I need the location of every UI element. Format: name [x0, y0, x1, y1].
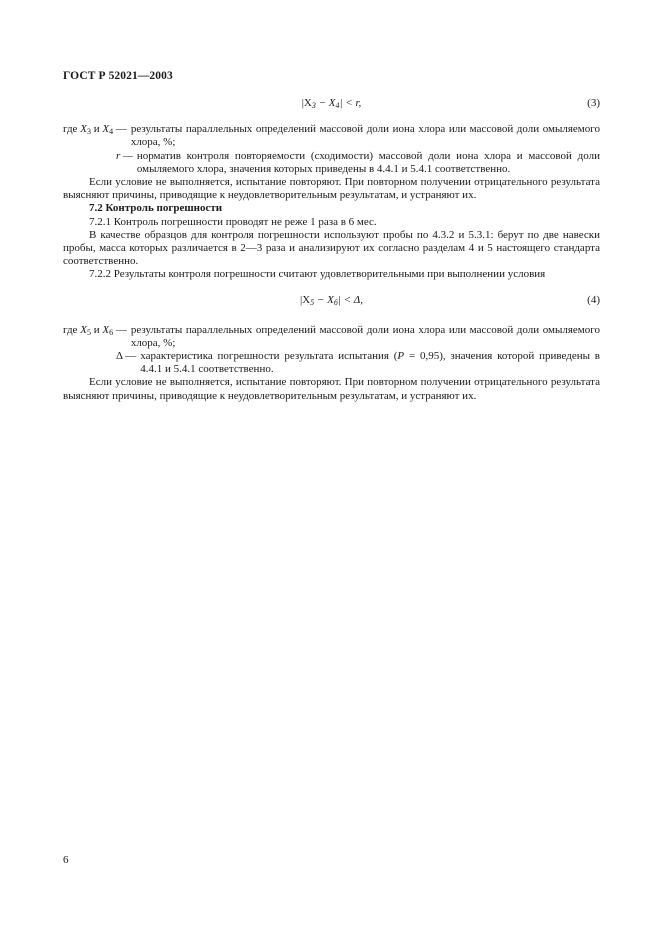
definition-description: результаты параллельных определений массовой доли иона хлора или массовой доли омыляемого хлора, %;: [130, 123, 600, 149]
definition-delta: [63, 350, 600, 376]
formula-3-number: (3): [587, 97, 600, 110]
definition-description: норматив контроля повторяемости (сходимости) массовой доли иона хлора и массовой доли омыляемого хлора, значения которых приведены в 4.4.1 и 5.4.1 соответственно.: [136, 149, 600, 175]
section-heading: 7.2 Контроль погрешности: [89, 202, 223, 215]
definition-term: r —: [116, 149, 133, 162]
paragraph: 7.2.2 Результаты контроля погрешности считают удовлетворительными при выполнении условия: [89, 268, 546, 281]
paragraph: 7.2.1 Контроль погрешности проводят не реже 1 раза в 6 мес.: [89, 215, 377, 228]
definition-description: результаты параллельных определений массовой доли иона хлора или массовой доли омыляемого хлора, %;: [130, 323, 600, 349]
definition-x3-x4: [63, 123, 600, 149]
definition-description: характеристика погрешности результата испытания (P = 0,95), значения которой приведены в 4.4.1 и 5.4.1 соответственно.: [140, 350, 600, 376]
standard-header: ГОСТ Р 52021—2003: [63, 70, 173, 82]
definition-r: [63, 150, 600, 176]
definition-term: где $X_5$ и $X_6$ —: [63, 323, 127, 337]
document-page: [63, 70, 600, 403]
definition-x5-x6: [63, 324, 600, 350]
formula-4-expression: $|X_5 - X_6| < \Delta$,: [300, 293, 363, 307]
page-number: 6: [63, 854, 69, 866]
paragraph: Если условие не выполняется, испытание повторяют. При повторном получении отрицательного результата выясняют причины, приводящие к неудовлетворительным результатам, и устраняют их.: [63, 176, 600, 202]
formula-3-expression: $|X_3 - X_4| < r$,: [301, 97, 362, 111]
paragraph: В качестве образцов для контроля погрешности используют пробы по 4.3.2 и 5.3.1: берут по две навески пробы, масса которых различается в 2—3 раза и анализируют их согласно разделам 4 и 5 настоящего стандарта соответственно.: [63, 228, 600, 268]
formula-4-number: (4): [587, 293, 600, 306]
formula-4: [63, 294, 600, 310]
formula-3: [63, 97, 600, 113]
paragraph: Если условие не выполняется, испытание повторяют. При повторном получении отрицательного результата выясняют причины, приводящие к неудовлетворительным результатам, и устраняют их.: [63, 376, 600, 402]
definition-term: где $X_3$ и $X_4$ —: [63, 123, 127, 137]
definition-term: Δ —: [116, 350, 137, 363]
